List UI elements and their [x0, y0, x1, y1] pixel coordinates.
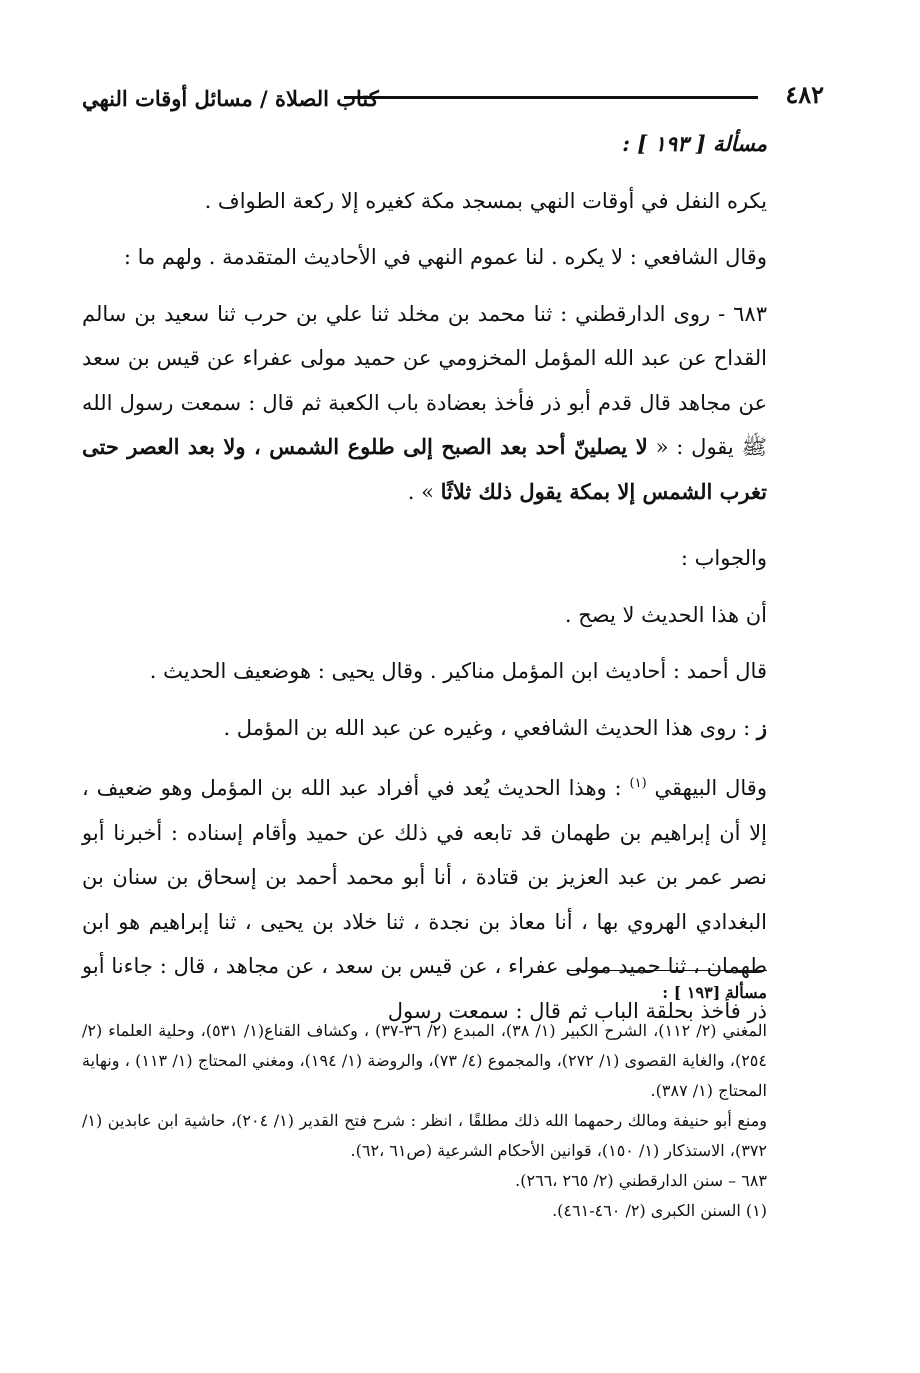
footnote-heading: مسألة [١٩٣ ] : — [662, 983, 767, 1002]
spacer — [82, 1008, 767, 1016]
footnote-rule — [567, 970, 767, 971]
spacer — [82, 637, 767, 649]
footnote-hanafi-maliki: ومنع أبو حنيفة ومالك رحمهما الله ذلك مطلقًا ، انظر : شرح فتح القدير (١/ ٢٠٤)، حاشية ابن عابدين (١/ ٣٧٢)، الاستذكار (١/ ١٥٠)، قوانين الأحكام الشرعية (ص٦١ ،٦٢). — [82, 1111, 767, 1160]
running-title: كتاب الصلاة / مسائل أوقات النهي — [82, 86, 379, 111]
bayhaqi-lead: وقال البيهقي — [654, 776, 767, 800]
spacer — [82, 694, 767, 706]
hadith-close: » . — [407, 479, 434, 504]
footnote-daraqutni: ٦٨٣ – سنن الدارقطني (٢/ ٢٦٥ ،٢٦٦). — [515, 1171, 767, 1190]
spacer — [82, 750, 767, 762]
footnote-ref: (١) — [629, 776, 647, 791]
zawaid-text: : روى هذا الحديث الشافعي ، وغيره عن عبد الله بن المؤمل . — [223, 715, 751, 740]
masala-title: مسألة [ ١٩٣ ] : — [622, 131, 767, 156]
bayhaqi-text: : وهذا الحديث يُعد في أفراد عبد الله بن المؤمل وهو ضعيف ، إلا أن إبراهيم بن طهمان قد تابعه في ذلك عن حميد وأقام إسناده : أخبرنا أبو نصر عمر بن عبد العزيز بن قتادة ، أنا أبو محمد أحمد بن إسحاق بن سنان بن البغدادي الهروي بها ، أنا معاذ بن نجدة ، ثنا خلاد بن يحيى ، ثنا إبراهيم هو ابن طهمان ، ثنا حميد مولى عفراء ، عن قيس بن سعد ، عن مجاهد ، قال : جاءنا أبو ذر فأخذ بحلقة الباب ثم قال : سمعت رسول — [82, 776, 767, 1023]
footnote-references: المغني (٢/ ١١٢)، الشرح الكبير (١/ ٣٨)، المبدع (٢/ ٣٦-٣٧) ، وكشاف القناع(١/ ٥٣١)، وحلية العلماء (٢/ ٢٥٤)، والغاية القصوى (١/ ٢٧٢)، والمجموع (٤/ ٧٣)، والروضة (١/ ١٩٤)، ومغني المحتاج (١/ ١١٣) ، ونهاية المحتاج (١/ ٣٨٧). — [82, 1021, 768, 1100]
zawaid-marker: ز — [756, 714, 767, 740]
spacer — [82, 223, 767, 235]
paragraph-ruling: يكره النفل في أوقات النهي بمسجد مكة كغيره إلا ركعة الطواف . — [204, 188, 767, 213]
footnotes — [82, 978, 767, 1226]
spacer — [82, 581, 767, 593]
footnote-bayhaqi: (١) السنن الكبرى (٢/ ٤٦٠-٤٦١). — [552, 1201, 767, 1220]
main-text — [82, 122, 767, 1033]
zawaid-paragraph — [82, 706, 767, 751]
answer-line-2: قال أحمد : أحاديث ابن المؤمل مناكير . وقال يحيى : هوضعيف الحديث . — [149, 659, 767, 683]
paragraph-shafii: وقال الشافعي : لا يكره . لنا عموم النهي في الأحاديث المتقدمة . ولهم ما : — [123, 245, 767, 269]
hadith-paragraph — [82, 292, 767, 515]
hadith-isnad: ٦٨٣ - روى الدارقطني : ثنا محمد بن مخلد ثنا علي بن حرب ثنا سعيد بن سالم القداح عن عبد الله المؤمل المخزومي عن حميد مولى عفراء عن قيس بن سعد عن مجاهد قال قدم أبو ذر فأخذ بعضادة باب الكعبة ثم قال : سمعت رسول الله ﷺ يقول : « — [82, 301, 767, 459]
header-rule — [344, 96, 758, 99]
answer-line-1: أن هذا الحديث لا يصح . — [564, 602, 767, 627]
page-number: ٤٨٢ — [785, 80, 824, 109]
page-header — [82, 80, 824, 120]
spacer — [82, 280, 767, 292]
hadith-matn: لا يصلينّ أحد بعد الصبح إلى طلوع الشمس ، ولا بعد العصر حتى تغرب الشمس إلا بمكة يقول ذلك ثلاثًا — [82, 434, 767, 504]
spacer — [82, 167, 767, 179]
answer-heading: والجواب : — [680, 546, 767, 570]
spacer — [82, 514, 767, 536]
